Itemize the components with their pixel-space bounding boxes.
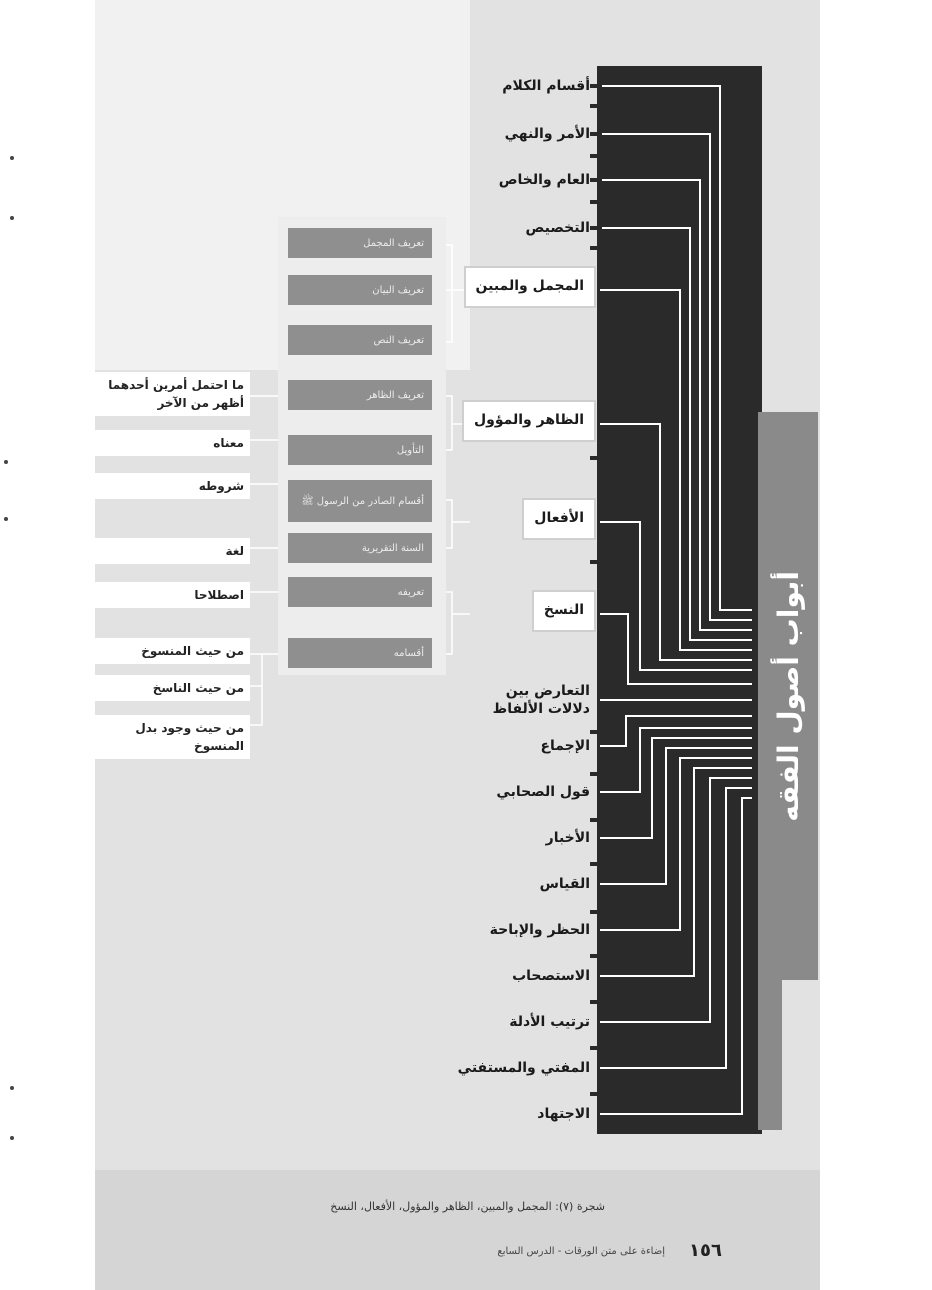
margin-dot <box>10 1086 14 1090</box>
chapter-al-naskh: النسخ <box>532 590 596 632</box>
tick-mark <box>590 954 602 958</box>
connector-line <box>600 788 752 1068</box>
tick-mark <box>590 772 602 776</box>
detail-min-haythu-al-nasikh: من حيث الناسخ <box>92 675 250 701</box>
chapter-al-amr-wal-nahy: الأمر والنهي <box>504 126 590 142</box>
chapter-al-mufti-wal-mustafti: المفتي والمستفتي <box>457 1060 590 1076</box>
margin-dot <box>4 517 8 521</box>
connector-line <box>600 134 752 620</box>
running-title: إضاءة على متن الورقات - الدرس السابع <box>497 1246 665 1257</box>
tick-mark <box>590 730 602 734</box>
tick-mark <box>590 862 602 866</box>
connector-line <box>600 778 752 1022</box>
connector-line <box>600 290 752 650</box>
sub-topic-al-sunna-al-taqririyya: السنة التقريرية <box>288 533 432 563</box>
tick-mark <box>590 132 602 136</box>
tick-mark <box>590 1000 602 1004</box>
chapter-al-qiyas: القياس <box>539 876 590 892</box>
chapter-al-aam-wal-khas: العام والخاص <box>498 172 590 188</box>
detail-manahu: معناه <box>92 430 250 456</box>
tick-mark <box>590 84 602 88</box>
sub-topic-tarif-al-bayan: تعريف البيان <box>288 275 432 305</box>
tick-mark <box>590 226 602 230</box>
chapter-al-takhsis: التخصيص <box>525 220 590 236</box>
chapter-al-mujmal-wal-mubayyan: المجمل والمبين <box>464 266 596 308</box>
chapter-al-ijma: الإجماع <box>540 738 590 754</box>
chapter-al-hazr-wal-ibaha: الحظر والإباحة <box>489 922 590 938</box>
sub-topic-tarif-al-mujmal: تعريف المجمل <box>288 228 432 258</box>
tick-mark <box>590 1046 602 1050</box>
tick-mark <box>590 154 602 158</box>
tick-mark <box>590 818 602 822</box>
chapter-al-akhbar: الأخبار <box>545 830 590 846</box>
connector-line <box>600 798 752 1114</box>
connector-line <box>600 758 752 930</box>
chapter-al-ijtihad: الاجتهاد <box>537 1106 590 1122</box>
connector-line <box>600 86 752 610</box>
margin-dot <box>10 216 14 220</box>
detail-min-haythu-wujud-badal: من حيث وجود بدل المنسوخ <box>92 715 250 759</box>
main-title-text: أبواب أصول الفقه <box>771 570 805 822</box>
connector-line <box>600 716 752 746</box>
tick-mark <box>590 200 602 204</box>
chapter-al-istishab: الاستصحاب <box>512 968 590 984</box>
connector-line <box>600 424 752 660</box>
tick-mark <box>590 178 602 182</box>
detail-shurutuh: شروطه <box>92 473 250 499</box>
sub-topic-aqsamuh: أقسامه <box>288 638 432 668</box>
chapter-tartib-al-adilla: ترتيب الأدلة <box>509 1014 590 1030</box>
page-number: ١٥٦ <box>689 1240 722 1261</box>
tick-mark <box>590 910 602 914</box>
tick-mark <box>590 246 602 250</box>
detail-min-haythu-al-mansukh: من حيث المنسوخ <box>92 638 250 664</box>
sub-topic-tarif-al-zahir: تعريف الظاهر <box>288 380 432 410</box>
chapter-al-zahir-wal-muawwal: الظاهر والمؤول <box>462 400 596 442</box>
chapter-al-taarud: التعارض بين دلالات الألفاظ <box>492 683 590 717</box>
tick-mark <box>590 456 602 460</box>
diagram-main-title <box>758 412 818 980</box>
chapter-aqsam-al-kalam: أقسام الكلام <box>502 78 590 94</box>
chapter-qawl-al-sahabi: قول الصحابي <box>496 784 590 800</box>
sub-topic-al-tawil: التأويل <box>288 435 432 465</box>
connector-line <box>600 180 752 630</box>
detail-istilahan: اصطلاحا <box>92 582 250 608</box>
margin-dot <box>4 460 8 464</box>
sub-topic-aqsam-al-sadir: أقسام الصادر من الرسول ﷺ <box>288 480 432 522</box>
chapter-al-afal: الأفعال <box>522 498 596 540</box>
connector-line <box>600 768 752 976</box>
figure-caption: شجرة (٧): المجمل والمبين، الظاهر والمؤول، الأفعال، النسخ <box>330 1200 605 1213</box>
tick-mark <box>590 104 602 108</box>
tick-mark <box>590 1092 602 1096</box>
sub-topic-tarif-al-nass: تعريف النص <box>288 325 432 355</box>
detail-ma-ihtamala-amrayn: ما احتمل أمرين أحدهما أظهر من الآخر <box>92 372 250 416</box>
detail-lugha: لغة <box>92 538 250 564</box>
sub-topic-tarifuh: تعريفه <box>288 577 432 607</box>
tick-mark <box>590 560 602 564</box>
margin-dot <box>10 1136 14 1140</box>
margin-dot <box>10 156 14 160</box>
connector-line <box>600 522 752 670</box>
